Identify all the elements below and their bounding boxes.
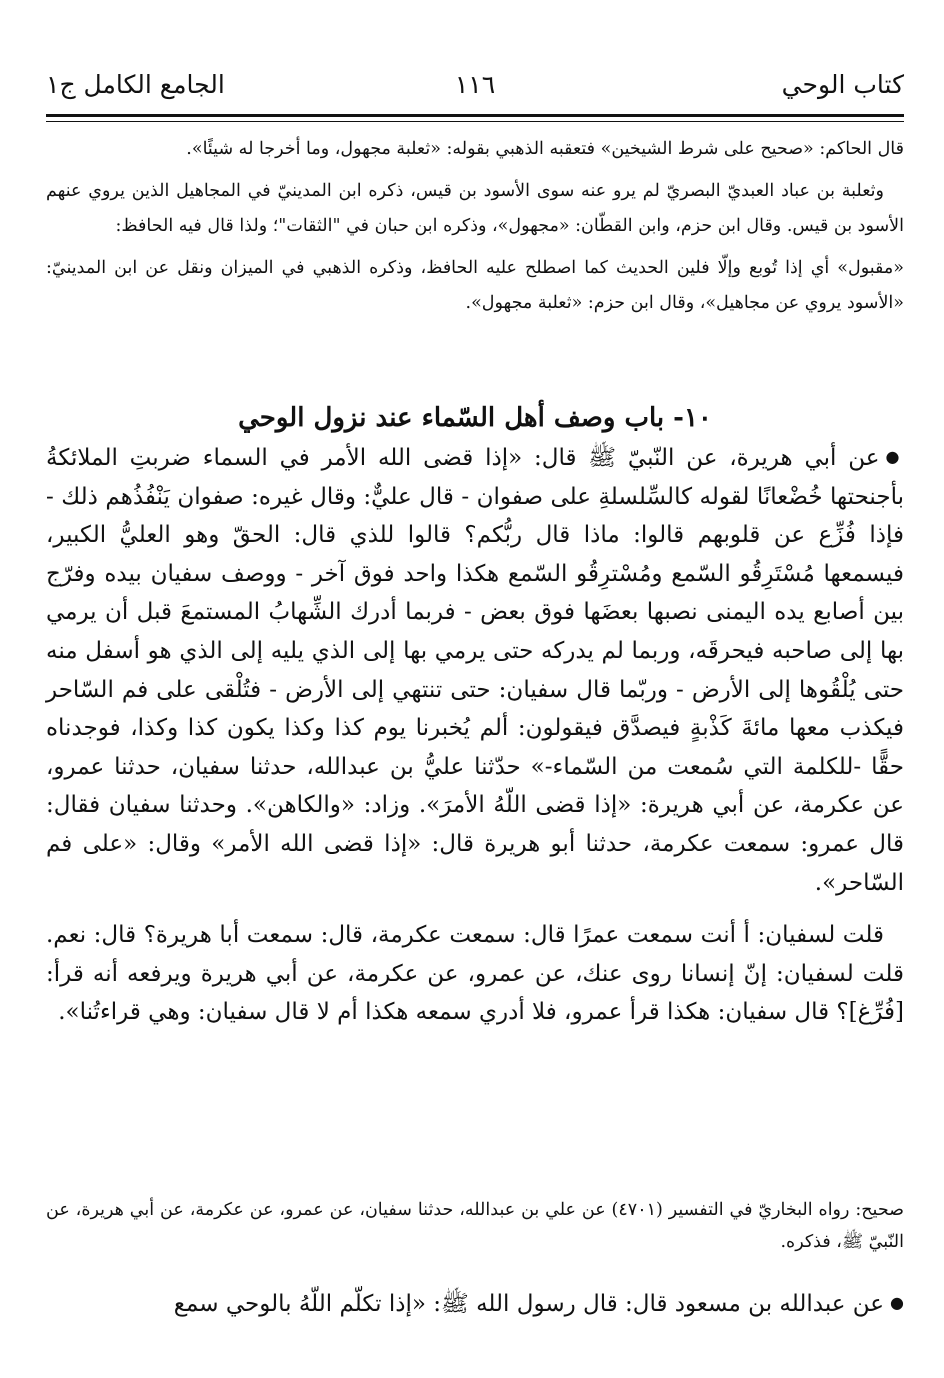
book-title: كتاب الوحي (781, 70, 904, 99)
hadith-paragraph: قلت لسفيان: أ أنت سمعت عمرًا قال: سمعت عكرمة، قال: سمعت أبا هريرة؟ قال: نعم. قلت لسفيان: إنّ إنسانا روى عنك، عن عمرو، عن عكرمة، عن أبي هريرة ويرفعه أنه قرأ: [فُرِّغ]؟ قال سفيان: هكذا قرأ عمرو، فلا أدري سمعه هكذا أم لا قال سفيان: وهي قراءتُنا». (46, 922, 904, 1026)
header-rule-thin (46, 121, 904, 122)
footnote-paragraph: قال الحاكم: «صحيح على شرط الشيخين» فتعقبه الذهبي بقوله: «ثعلبة مجهول، وما أخرجا له شيئًا». (186, 139, 904, 159)
page-number: ١١٦ (454, 70, 496, 99)
next-hadith (46, 1284, 904, 1323)
book-page (46, 0, 904, 1378)
header-rule-thick (46, 114, 904, 117)
bullet-icon: ● (885, 447, 904, 466)
chapter-title: ١٠- باب وصف أهل السّماء عند نزول الوحي (238, 403, 712, 433)
bullet-icon: ● (890, 1293, 904, 1312)
footnotes-section (46, 132, 904, 328)
volume-title: الجامع الكامل ج١ (46, 70, 225, 99)
hadith-text: عن أبي هريرة، عن النّبيّ ﷺ قال: «إذا قضى الله الأمر في السماء ضربتِ الملائكةُ بأجنحتها خُضْعانًا لقوله كالسِّلسلةِ على صفوان - قال عليٌّ: وقال غيره: صفوان يَنْفُذُهم ذلك - فإذا فُزِّع عن قلوبهم قالوا: ماذا قال ربُّكم؟ قالوا للذي قال: الحقّ وهو العليُّ الكبير، فيسمعها مُسْتَرِقُو السّمع ومُسْترِقُو السّمع هكذا واحد فوق آخر - ووصف سفيان بيده وفرّج بين أصابع يده اليمنى نصبها بعضَها فوق بعض - فربما أدرك الشِّهابُ المستمعَ قبل أن يرمي بها إلى صاحبه فيحرقَه، وربما لم يدركه حتى يرمي بها إلى الذي يليه إلى الذي هو أسفل منه حتى يُلْقُوها إلى الأرض - وربّما قال سفيان: حتى تنتهي إلى الأرض - فتُلْقى على فم السّاحر فيكذب معها مائةَ كَذْبةٍ فيصدَّق فيقولون: ألم يُخبرنا يوم كذا وكذا يكون كذا وكذا، فوجدناه حقًّا -للكلمة التي سُمعت من السّماء-» حدّثنا عليُّ بن عبدالله، حدثنا سفيان، حدثنا عمرو، عن عكرمة، عن أبي هريرة: «إذا قضى اللّهُ الأمرَ». وزاد: «والكاهن». وحدثنا سفيان فقال: قال عمرو: سمعت عكرمة، حدثنا أبو هريرة قال: «إذا قضى الله الأمر» وقال: «على فم السّاحر». (46, 445, 904, 896)
hadith-paragraph (46, 438, 904, 902)
page-header (46, 70, 904, 110)
hadith-text: عن عبدالله بن مسعود قال: قال رسول الله ﷺ: «إذا تكلّم اللّهُ بالوحي سمع (173, 1291, 885, 1317)
main-text (46, 438, 904, 1032)
footnote-paragraph: «مقبول» أي إذا تُوبع وإلّا فلين الحديث كما اصطلح عليه الحافظ، وذكره الذهبي في الميزان ونقل عن ابن المدينيّ: «الأسود يروي عن مجاهيل»، وقال ابن حزم: «ثعلبة مجهول». (46, 258, 904, 313)
footnote-paragraph: وثعلبة بن عباد العبديّ البصريّ لم يرو عنه سوى الأسود بن قيس، ذكره ابن المدينيّ في المجاهيل الذين يروي عنهم الأسود بن قيس. وقال ابن حزم، وابن القطّان: «مجهول»، وذكره ابن حبان في "الثقات"؛ ولذا قال فيه الحافظ: (46, 181, 904, 236)
source-note: صحيح: رواه البخاريّ في التفسير (٤٧٠١) عن علي بن عبدالله، حدثنا سفيان، عن عمرو، عن عكرمة، عن أبي هريرة، عن النّبيّ ﷺ، فذكره. (46, 1200, 904, 1252)
